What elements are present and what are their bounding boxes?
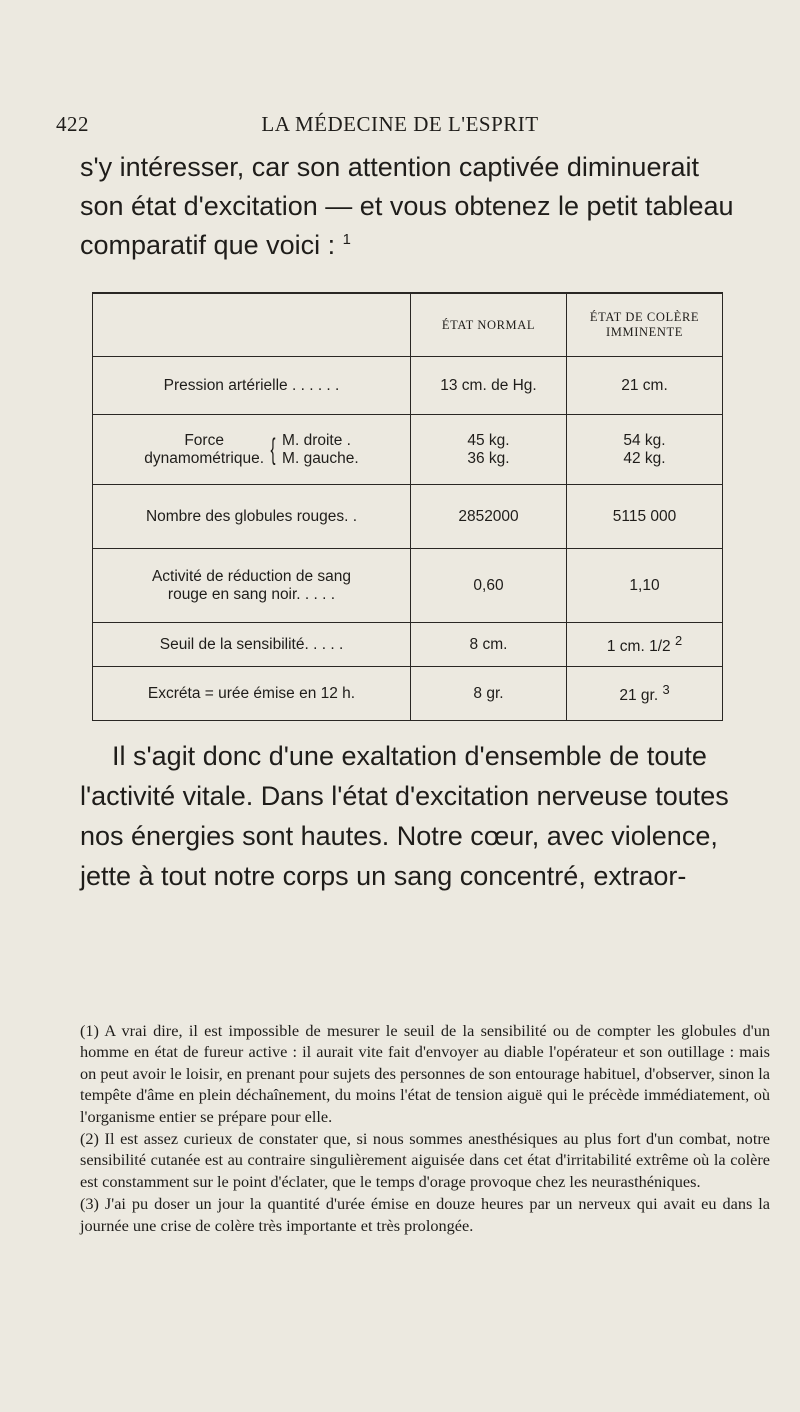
- intro-line-text: comparatif que voici :: [80, 230, 343, 260]
- cell-anger: 1,10: [567, 549, 723, 623]
- footnote: (2) Il est assez curieux de constater que, si nous sommes anesthésiques au plus fort d'un combat, notre sensibilité cutanée est au contraire singulièrement aiguisée dans cet état d'irritabilité extrême où la colère est constamment sur le point d'éclater, que le temps d'orage provoque chez les neurasthéniques.: [80, 1129, 770, 1191]
- row-label: Excréta = urée émise en 12 h.: [93, 667, 411, 721]
- cell-value: 54 kg.: [623, 431, 666, 449]
- intro-line: [80, 226, 770, 265]
- header-normal-state: ÉTAT NORMAL: [411, 293, 567, 357]
- footnote: (1) A vrai dire, il est impossible de mesurer le seuil de la sensibilité ou de compter les globules d'un homme en état de fureur active : il aurait vite fait d'envoyer au diable l'opérateur et son outillage : mais on peut avoir le loisir, en prenant pour sujets des personnes de son entourage habituel, d'observer, sinon la tempête d'âme en plein déchaînement, du moins l'état de tension aiguë qui le précède immédiatement, où l'organisme entier se prépare pour elle.: [80, 1021, 770, 1126]
- cell-anger: [567, 667, 723, 721]
- header-empty-cell: [93, 293, 411, 357]
- intro-line: s'y intéresser, car son attention captivée diminuerait: [80, 152, 699, 182]
- cell-anger: [567, 623, 723, 667]
- row-label: Nombre des globules rouges. .: [93, 485, 411, 549]
- hand-right-label: M. droite .: [282, 431, 351, 449]
- cell-normal: 2852000: [411, 485, 567, 549]
- row-label-line: Activité de réduction de sang: [151, 567, 352, 585]
- body-line: l'activité vitale. Dans l'état d'excitation nerveuse toutes: [80, 781, 729, 811]
- cell-value: 45 kg.: [467, 431, 510, 449]
- cell-normal: 8 gr.: [411, 667, 567, 721]
- header-anger-state: [567, 293, 723, 357]
- row-label: Pression artérielle . . . . . .: [93, 357, 411, 415]
- force-label-text: [144, 432, 264, 468]
- cell-normal: 0,60: [411, 549, 567, 623]
- body-line: Il s'agit donc d'une exaltation d'ensemble de toute: [112, 741, 707, 771]
- body-line: nos énergies sont hautes. Notre cœur, avec violence,: [80, 821, 718, 851]
- cell-anger: [567, 415, 723, 485]
- row-label: [93, 549, 411, 623]
- footnote-ref: 3: [662, 681, 670, 697]
- running-title: LA MÉDECINE DE L'ESPRIT: [261, 112, 539, 136]
- footnote-ref: 2: [674, 632, 683, 648]
- header-anger-line1: ÉTAT DE COLÈRE: [589, 310, 700, 324]
- intro-line: son état d'excitation — et vous obtenez le petit tableau: [80, 191, 734, 221]
- running-header: [40, 112, 760, 142]
- cell-normal: [411, 415, 567, 485]
- table-row: [93, 415, 723, 485]
- row-label: Seuil de la sensibilité. . . . .: [93, 623, 411, 667]
- cell-value: 1 cm. 1/2: [606, 638, 671, 656]
- header-anger-line2: IMMINENTE: [606, 325, 683, 339]
- cell-anger: 21 cm.: [567, 357, 723, 415]
- cell-normal: 8 cm.: [411, 623, 567, 667]
- cell-normal: 13 cm. de Hg.: [411, 357, 567, 415]
- cell-value: 42 kg.: [623, 449, 666, 467]
- body-paragraph: [80, 736, 770, 896]
- table-row: [93, 623, 723, 667]
- footnotes: [80, 1020, 770, 1237]
- force-label-line1: Force: [184, 431, 224, 449]
- body-line: jette à tout notre corps un sang concentré, extraor-: [80, 861, 687, 891]
- row-label-line: rouge en sang noir. . . . .: [167, 585, 336, 603]
- row-label: [93, 415, 411, 485]
- force-label-group: [144, 432, 358, 468]
- table-row: [93, 485, 723, 549]
- table-row: [93, 667, 723, 721]
- footnote-ref: 1: [342, 232, 351, 248]
- cell-value: 21 gr.: [619, 687, 659, 705]
- footnote: (3) J'ai pu doser un jour la quantité d'urée émise en douze heures par un nerveux qui avait eu dans la journée une crise de colère très importante et très prolongée.: [80, 1194, 770, 1235]
- table-header-row: [93, 293, 723, 357]
- cell-anger: 5115 000: [567, 485, 723, 549]
- cell-value: 36 kg.: [467, 449, 510, 467]
- force-label-line2: dynamométrique.: [144, 449, 265, 467]
- comparison-table: [92, 292, 723, 721]
- intro-paragraph: [80, 148, 770, 265]
- table-row: [93, 357, 723, 415]
- table-row: [93, 549, 723, 623]
- hand-labels: [282, 432, 359, 468]
- page-number: 422: [56, 112, 89, 136]
- hand-left-label: M. gauche.: [282, 449, 359, 467]
- brace-glyph: {: [270, 432, 276, 466]
